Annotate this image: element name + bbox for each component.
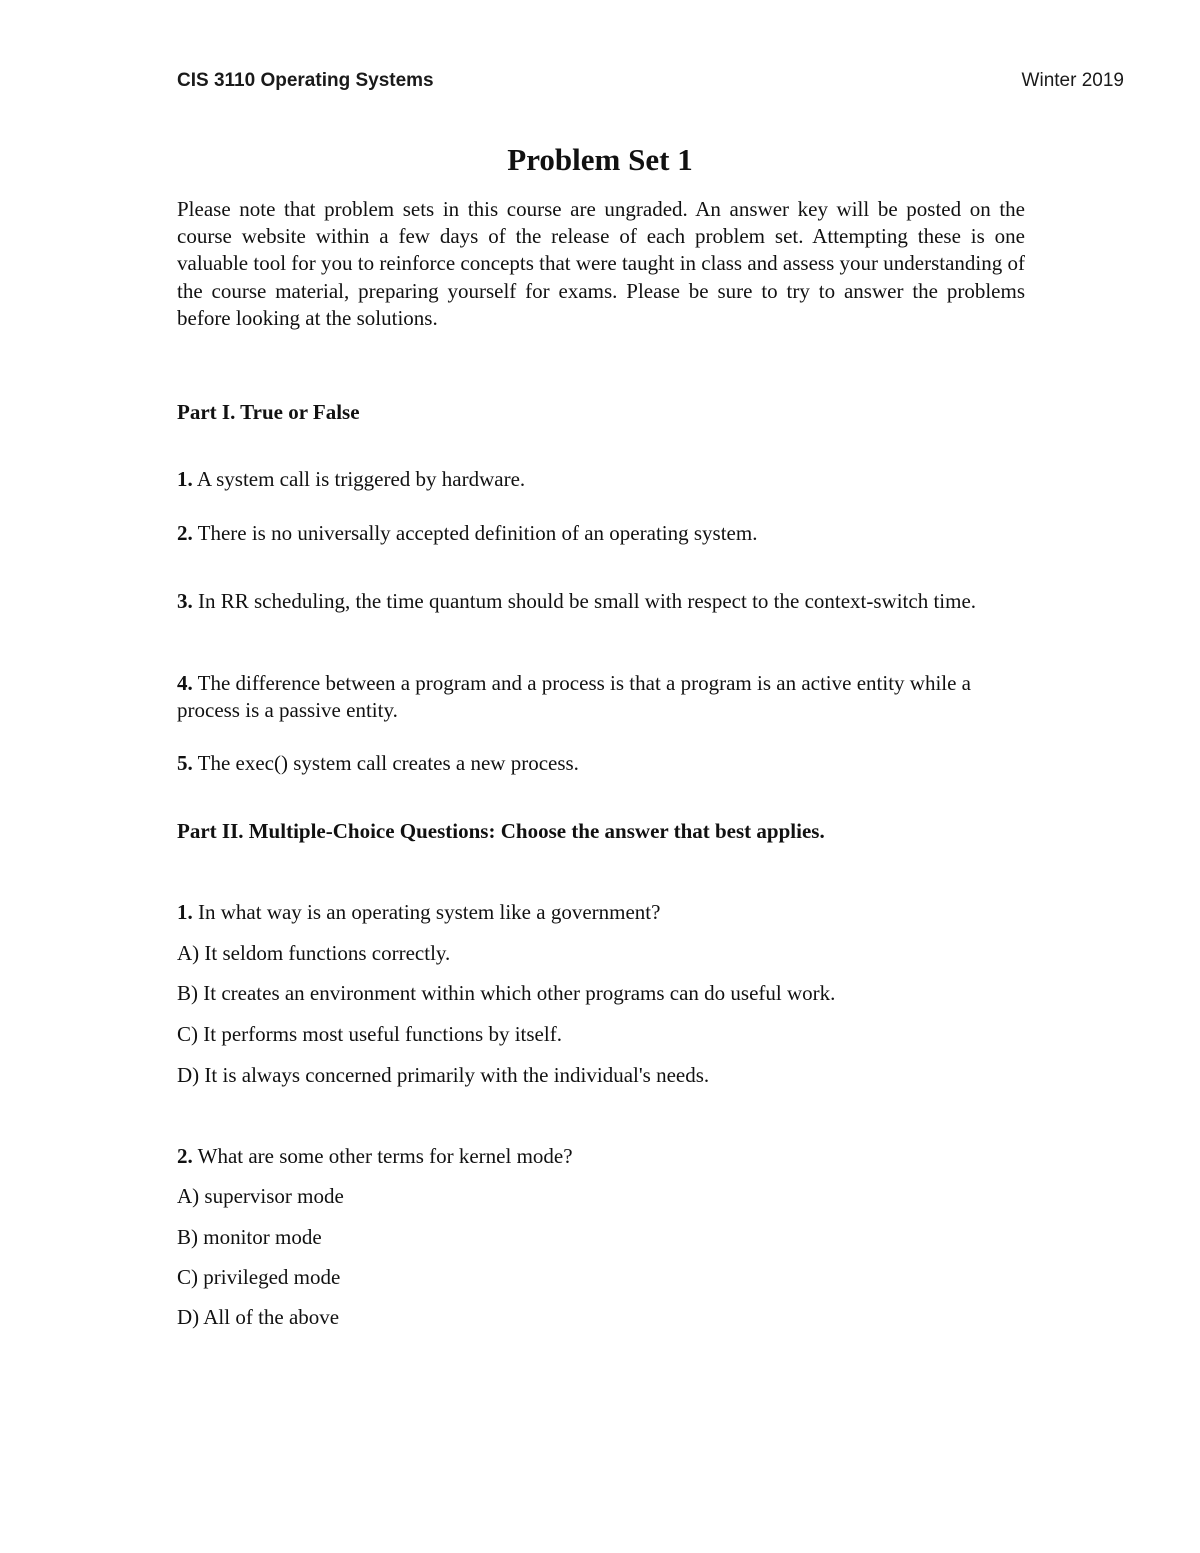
page-title: Problem Set 1	[507, 142, 693, 177]
mc-question-2-option-c: C) privileged mode	[177, 1265, 341, 1289]
mc-question-1-option-a: A) It seldom functions correctly.	[177, 941, 451, 965]
mc-question-1-number: 1.	[177, 900, 193, 924]
mc-question-2	[177, 1144, 573, 1169]
mc-question-2-option-b: B) monitor mode	[177, 1225, 322, 1249]
term-label: Winter 2019	[1021, 70, 1124, 91]
tf-question-3	[177, 588, 1025, 615]
tf-question-4-text: The difference between a program and a process is that a program is an active entity while a process is a passive entity.	[177, 671, 972, 722]
mc-question-1	[177, 900, 660, 925]
mc-question-2-text: What are some other terms for kernel mode?	[192, 1144, 573, 1168]
tf-question-3-number: 3.	[177, 589, 193, 613]
tf-question-5-number: 5.	[177, 751, 193, 775]
tf-question-1-text: A system call is triggered by hardware.	[192, 467, 526, 491]
mc-question-2-option-a: A) supervisor mode	[177, 1184, 344, 1208]
mc-question-1-option-c: C) It performs most useful functions by itself.	[177, 1022, 562, 1046]
intro-paragraph: Please note that problem sets in this course are ungraded. An answer key will be posted on the course website within a few days of the release of each problem set. Attempting these is one valuable tool for you to reinforce concepts that were taught in class and assess your understanding of the course material, preparing yourself for exams. Please be sure to try to answer the problems before looking at the solutions.	[177, 197, 1025, 330]
tf-question-5-text: The exec() system call creates a new process.	[192, 751, 579, 775]
tf-question-1	[177, 467, 525, 492]
tf-question-1-number: 1.	[177, 467, 193, 491]
mc-question-2-option-d: D) All of the above	[177, 1305, 340, 1329]
tf-question-2-number: 2.	[177, 521, 193, 545]
part1-heading: Part I. True or False	[177, 400, 360, 424]
mc-question-1-option-b: B) It creates an environment within which other programs can do useful work.	[177, 981, 836, 1005]
course-name: CIS 3110 Operating Systems	[177, 70, 434, 91]
tf-question-4-number: 4.	[177, 671, 193, 695]
tf-question-4	[177, 670, 1025, 724]
tf-question-2	[177, 521, 757, 546]
tf-question-5	[177, 751, 579, 776]
mc-question-1-text: In what way is an operating system like a government?	[192, 900, 661, 924]
mc-question-2-number: 2.	[177, 1144, 193, 1168]
part2-heading: Part II. Multiple-Choice Questions: Choose the answer that best applies.	[177, 819, 825, 843]
tf-question-2-text: There is no universally accepted definition of an operating system.	[192, 521, 758, 545]
tf-question-3-text: In RR scheduling, the time quantum should be small with respect to the context-switch time.	[192, 589, 977, 613]
mc-question-1-option-d: D) It is always concerned primarily with the individual's needs.	[177, 1063, 710, 1087]
